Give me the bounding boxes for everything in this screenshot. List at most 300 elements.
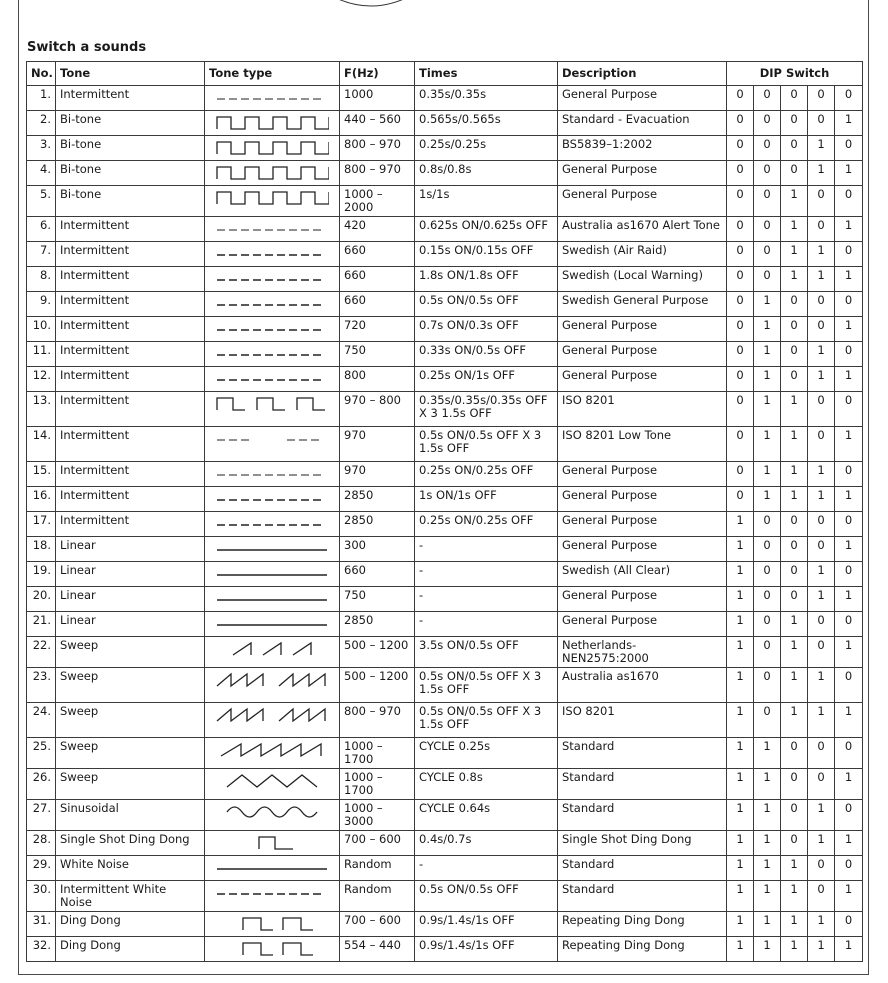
- dip-switch-bit: 0: [754, 136, 781, 161]
- dip-switch-bit: 1: [835, 587, 863, 612]
- header-description: Description: [558, 62, 727, 86]
- row-tone: Linear: [56, 587, 205, 612]
- dip-switch-bit: 1: [808, 367, 835, 392]
- dip-switch-bit: 1: [781, 186, 808, 217]
- dip-switch-bit: 1: [835, 637, 863, 668]
- row-times: 0.625s ON/0.625s OFF: [415, 217, 558, 242]
- table-row: [27, 462, 863, 487]
- dip-switch-bit: 1: [781, 427, 808, 462]
- dip-switch-bit: 1: [835, 703, 863, 738]
- dip-switch-bit: 1: [754, 769, 781, 800]
- dip-switch-bit: 0: [781, 512, 808, 537]
- dip-switch-bit: 0: [727, 242, 754, 267]
- dip-switch-bit: 1: [808, 487, 835, 512]
- row-number: 4.: [27, 161, 56, 186]
- dip-switch-bit: 0: [727, 427, 754, 462]
- dip-switch-bit: 0: [808, 292, 835, 317]
- tone-waveform-icon: [205, 537, 340, 562]
- dip-switch-bit: 1: [835, 487, 863, 512]
- dip-switch-bit: 1: [835, 367, 863, 392]
- tone-waveform-icon: [205, 111, 340, 136]
- row-times: 0.4s/0.7s: [415, 831, 558, 856]
- dip-switch-bit: 0: [835, 856, 863, 881]
- row-tone: Sweep: [56, 637, 205, 668]
- tone-waveform-icon: [205, 800, 340, 831]
- row-frequency: 300: [340, 537, 415, 562]
- header-tone-type: Tone type: [205, 62, 340, 86]
- row-frequency: 440 – 560: [340, 111, 415, 136]
- row-description: General Purpose: [558, 161, 727, 186]
- row-number: 12.: [27, 367, 56, 392]
- dip-switch-bit: 0: [727, 462, 754, 487]
- dip-switch-bit: 0: [808, 86, 835, 111]
- dip-switch-bit: 0: [808, 537, 835, 562]
- dip-switch-bit: 1: [808, 937, 835, 962]
- dip-switch-bit: 0: [835, 292, 863, 317]
- dip-switch-bit: 1: [754, 856, 781, 881]
- dip-switch-bit: 1: [781, 267, 808, 292]
- row-times: 0.5s ON/0.5s OFF: [415, 881, 558, 912]
- tone-waveform-icon: [205, 562, 340, 587]
- sounds-table: [26, 61, 863, 962]
- row-description: Australia as1670: [558, 668, 727, 703]
- row-tone: Intermittent: [56, 427, 205, 462]
- tone-waveform-icon: [205, 136, 340, 161]
- tone-waveform-icon: [205, 487, 340, 512]
- dip-switch-bit: 1: [754, 738, 781, 769]
- dip-switch-bit: 0: [781, 831, 808, 856]
- dip-switch-bit: 1: [835, 267, 863, 292]
- table-row: [27, 86, 863, 111]
- row-frequency: 660: [340, 242, 415, 267]
- dip-switch-bit: 0: [727, 136, 754, 161]
- dip-switch-bit: 0: [727, 487, 754, 512]
- table-row: [27, 161, 863, 186]
- table-row: [27, 937, 863, 962]
- row-frequency: 970 – 800: [340, 392, 415, 427]
- tone-waveform-icon: [205, 292, 340, 317]
- row-description: Repeating Ding Dong: [558, 912, 727, 937]
- dip-switch-bit: 1: [835, 317, 863, 342]
- dip-switch-bit: 0: [754, 512, 781, 537]
- dip-switch-bit: 1: [754, 342, 781, 367]
- row-number: 32.: [27, 937, 56, 962]
- tone-waveform-icon: [205, 587, 340, 612]
- dip-switch-bit: 0: [781, 342, 808, 367]
- tone-waveform-icon: [205, 267, 340, 292]
- row-tone: Intermittent: [56, 342, 205, 367]
- row-times: 1s/1s: [415, 186, 558, 217]
- dip-switch-bit: 0: [808, 637, 835, 668]
- row-times: 1s ON/1s OFF: [415, 487, 558, 512]
- dip-switch-bit: 1: [808, 161, 835, 186]
- dip-switch-bit: 0: [835, 342, 863, 367]
- table-row: [27, 612, 863, 637]
- dip-switch-bit: 1: [808, 703, 835, 738]
- dip-switch-bit: 1: [835, 161, 863, 186]
- tone-waveform-icon: [205, 738, 340, 769]
- row-times: CYCLE 0.25s: [415, 738, 558, 769]
- row-tone: Sweep: [56, 769, 205, 800]
- row-description: Standard: [558, 800, 727, 831]
- dip-switch-bit: 1: [835, 769, 863, 800]
- row-number: 14.: [27, 427, 56, 462]
- table-row: [27, 587, 863, 612]
- row-description: General Purpose: [558, 512, 727, 537]
- table-row: [27, 367, 863, 392]
- table-row: [27, 562, 863, 587]
- row-times: -: [415, 856, 558, 881]
- row-tone: Intermittent: [56, 317, 205, 342]
- row-frequency: Random: [340, 856, 415, 881]
- row-description: Swedish (Local Warning): [558, 267, 727, 292]
- row-frequency: 800 – 970: [340, 136, 415, 161]
- row-frequency: 1000 – 1700: [340, 769, 415, 800]
- table-row: [27, 111, 863, 136]
- dip-switch-bit: 1: [754, 462, 781, 487]
- dip-switch-bit: 1: [754, 800, 781, 831]
- row-times: 0.25s ON/0.25s OFF: [415, 512, 558, 537]
- tone-waveform-icon: [205, 937, 340, 962]
- dip-switch-bit: 1: [754, 912, 781, 937]
- row-description: General Purpose: [558, 86, 727, 111]
- dip-switch-bit: 0: [754, 587, 781, 612]
- dip-switch-bit: 1: [727, 769, 754, 800]
- dip-switch-bit: 0: [808, 186, 835, 217]
- dip-switch-bit: 1: [808, 912, 835, 937]
- row-times: 0.9s/1.4s/1s OFF: [415, 912, 558, 937]
- dip-switch-bit: 0: [808, 111, 835, 136]
- dip-switch-bit: 0: [781, 800, 808, 831]
- row-times: 0.565s/0.565s: [415, 111, 558, 136]
- dip-switch-bit: 1: [781, 856, 808, 881]
- header-no: No.: [27, 62, 56, 86]
- row-times: 0.33s ON/0.5s OFF: [415, 342, 558, 367]
- row-times: 0.9s/1.4s/1s OFF: [415, 937, 558, 962]
- dip-switch-bit: 1: [727, 637, 754, 668]
- row-tone: Intermittent: [56, 267, 205, 292]
- row-description: Standard: [558, 769, 727, 800]
- row-number: 8.: [27, 267, 56, 292]
- dip-switch-bit: 1: [781, 937, 808, 962]
- dip-switch-bit: 1: [835, 881, 863, 912]
- dip-switch-bit: 1: [781, 462, 808, 487]
- row-frequency: 1000 – 3000: [340, 800, 415, 831]
- dip-switch-bit: 0: [781, 537, 808, 562]
- dip-switch-bit: 0: [727, 111, 754, 136]
- row-description: Australia as1670 Alert Tone: [558, 217, 727, 242]
- tone-waveform-icon: [205, 912, 340, 937]
- dip-switch-bit: 0: [835, 800, 863, 831]
- tone-waveform-icon: [205, 512, 340, 537]
- dip-switch-bit: 0: [754, 186, 781, 217]
- table-row: [27, 738, 863, 769]
- tone-waveform-icon: [205, 217, 340, 242]
- row-description: Single Shot Ding Dong: [558, 831, 727, 856]
- dip-switch-bit: 0: [781, 161, 808, 186]
- row-description: ISO 8201: [558, 392, 727, 427]
- row-tone: Intermittent: [56, 462, 205, 487]
- dip-switch-bit: 0: [835, 912, 863, 937]
- row-frequency: 660: [340, 562, 415, 587]
- table-row: [27, 769, 863, 800]
- row-frequency: 750: [340, 342, 415, 367]
- row-frequency: 750: [340, 587, 415, 612]
- dip-switch-bit: 0: [754, 537, 781, 562]
- row-frequency: 700 – 600: [340, 912, 415, 937]
- tone-waveform-icon: [205, 668, 340, 703]
- dip-switch-bit: 0: [808, 856, 835, 881]
- row-tone: Linear: [56, 612, 205, 637]
- row-times: 0.15s ON/0.15s OFF: [415, 242, 558, 267]
- row-number: 15.: [27, 462, 56, 487]
- dip-switch-bit: 0: [754, 111, 781, 136]
- dip-switch-bit: 1: [727, 562, 754, 587]
- row-number: 21.: [27, 612, 56, 637]
- row-description: General Purpose: [558, 342, 727, 367]
- row-frequency: 554 – 440: [340, 937, 415, 962]
- table-row: [27, 537, 863, 562]
- row-number: 10.: [27, 317, 56, 342]
- dip-switch-bit: 0: [835, 738, 863, 769]
- dip-switch-bit: 0: [835, 392, 863, 427]
- row-number: 19.: [27, 562, 56, 587]
- row-times: 0.25s/0.25s: [415, 136, 558, 161]
- table-row: [27, 856, 863, 881]
- table-row: [27, 292, 863, 317]
- row-times: 0.25s ON/1s OFF: [415, 367, 558, 392]
- table-row: [27, 831, 863, 856]
- row-description: General Purpose: [558, 587, 727, 612]
- row-times: -: [415, 562, 558, 587]
- dip-switch-bit: 1: [835, 831, 863, 856]
- row-number: 1.: [27, 86, 56, 111]
- dip-switch-bit: 0: [727, 217, 754, 242]
- row-number: 3.: [27, 136, 56, 161]
- row-times: -: [415, 537, 558, 562]
- dip-switch-bit: 1: [727, 831, 754, 856]
- dip-switch-bit: 0: [835, 668, 863, 703]
- dip-switch-bit: 0: [727, 392, 754, 427]
- table-row: [27, 217, 863, 242]
- dip-switch-bit: 0: [808, 317, 835, 342]
- header-times: Times: [415, 62, 558, 86]
- row-frequency: 800 – 970: [340, 703, 415, 738]
- dip-switch-bit: 0: [754, 242, 781, 267]
- table-row: [27, 242, 863, 267]
- row-tone: Bi-tone: [56, 136, 205, 161]
- row-number: 9.: [27, 292, 56, 317]
- row-times: 0.8s/0.8s: [415, 161, 558, 186]
- row-frequency: 2850: [340, 512, 415, 537]
- dip-switch-bit: 1: [781, 392, 808, 427]
- dip-switch-bit: 0: [727, 342, 754, 367]
- row-number: 30.: [27, 881, 56, 912]
- row-tone: Intermittent: [56, 392, 205, 427]
- row-tone: Bi-tone: [56, 186, 205, 217]
- table-row: [27, 487, 863, 512]
- dip-switch-bit: 0: [754, 217, 781, 242]
- dip-switch-bit: 0: [808, 612, 835, 637]
- dip-switch-bit: 1: [808, 342, 835, 367]
- table-row: [27, 136, 863, 161]
- row-description: ISO 8201: [558, 703, 727, 738]
- dip-switch-bit: 0: [781, 111, 808, 136]
- row-tone: Sinusoidal: [56, 800, 205, 831]
- dip-switch-bit: 0: [781, 86, 808, 111]
- dip-switch-bit: 0: [754, 267, 781, 292]
- tone-waveform-icon: [205, 86, 340, 111]
- table-row: [27, 342, 863, 367]
- row-frequency: 1000 – 1700: [340, 738, 415, 769]
- dip-switch-bit: 0: [754, 562, 781, 587]
- dip-switch-bit: 1: [781, 912, 808, 937]
- tone-waveform-icon: [205, 161, 340, 186]
- row-number: 2.: [27, 111, 56, 136]
- row-tone: Intermittent: [56, 512, 205, 537]
- row-frequency: 2850: [340, 612, 415, 637]
- dip-switch-bit: 1: [781, 242, 808, 267]
- dip-switch-bit: 0: [754, 612, 781, 637]
- row-times: CYCLE 0.64s: [415, 800, 558, 831]
- dip-switch-bit: 0: [835, 612, 863, 637]
- row-frequency: 420: [340, 217, 415, 242]
- row-number: 20.: [27, 587, 56, 612]
- table-row: [27, 427, 863, 462]
- dip-switch-bit: 1: [835, 427, 863, 462]
- row-frequency: 1000 – 2000: [340, 186, 415, 217]
- table-row: [27, 881, 863, 912]
- dip-switch-bit: 0: [781, 562, 808, 587]
- dip-switch-bit: 0: [781, 587, 808, 612]
- dip-switch-bit: 1: [835, 111, 863, 136]
- row-tone: Sweep: [56, 738, 205, 769]
- tone-waveform-icon: [205, 881, 340, 912]
- dip-switch-bit: 1: [781, 217, 808, 242]
- dip-switch-bit: 0: [754, 703, 781, 738]
- dip-switch-bit: 0: [835, 186, 863, 217]
- row-frequency: 720: [340, 317, 415, 342]
- header-frequency: F(Hz): [340, 62, 415, 86]
- tone-waveform-icon: [205, 342, 340, 367]
- dip-switch-bit: 1: [808, 587, 835, 612]
- dip-switch-bit: 0: [835, 242, 863, 267]
- row-tone: Intermittent: [56, 487, 205, 512]
- table-row: [27, 800, 863, 831]
- table-row: [27, 912, 863, 937]
- dip-switch-bit: 0: [727, 267, 754, 292]
- dip-switch-bit: 0: [808, 392, 835, 427]
- dip-switch-bit: 1: [754, 392, 781, 427]
- dip-switch-bit: 1: [781, 703, 808, 738]
- dip-switch-bit: 1: [727, 937, 754, 962]
- table-row: [27, 267, 863, 292]
- dip-switch-bit: 0: [727, 161, 754, 186]
- row-description: Repeating Ding Dong: [558, 937, 727, 962]
- row-frequency: 500 – 1200: [340, 637, 415, 668]
- row-frequency: 500 – 1200: [340, 668, 415, 703]
- tone-waveform-icon: [205, 637, 340, 668]
- row-frequency: 1000: [340, 86, 415, 111]
- dip-switch-bit: 0: [754, 668, 781, 703]
- dip-switch-bit: 1: [727, 587, 754, 612]
- row-times: 0.5s ON/0.5s OFF: [415, 292, 558, 317]
- dip-switch-bit: 1: [727, 512, 754, 537]
- row-tone: Bi-tone: [56, 111, 205, 136]
- dip-switch-bit: 1: [808, 668, 835, 703]
- tone-waveform-icon: [205, 831, 340, 856]
- dip-switch-bit: 1: [727, 738, 754, 769]
- dip-switch-bit: 1: [727, 881, 754, 912]
- row-times: 0.35s/0.35s: [415, 86, 558, 111]
- row-description: Swedish (All Clear): [558, 562, 727, 587]
- row-frequency: 660: [340, 267, 415, 292]
- row-description: Standard - Evacuation: [558, 111, 727, 136]
- dip-switch-bit: 1: [835, 937, 863, 962]
- row-number: 11.: [27, 342, 56, 367]
- dip-switch-bit: 1: [754, 937, 781, 962]
- dip-switch-bit: 1: [754, 367, 781, 392]
- row-tone: Bi-tone: [56, 161, 205, 186]
- dip-switch-bit: 0: [808, 738, 835, 769]
- table-header-row: [27, 62, 863, 86]
- tone-waveform-icon: [205, 856, 340, 881]
- row-times: 0.25s ON/0.25s OFF: [415, 462, 558, 487]
- dip-switch-bit: 1: [808, 462, 835, 487]
- row-number: 25.: [27, 738, 56, 769]
- row-tone: Intermittent White Noise: [56, 881, 205, 912]
- row-number: 7.: [27, 242, 56, 267]
- row-number: 16.: [27, 487, 56, 512]
- row-tone: Ding Dong: [56, 912, 205, 937]
- dip-switch-bit: 0: [727, 367, 754, 392]
- row-number: 6.: [27, 217, 56, 242]
- tone-waveform-icon: [205, 367, 340, 392]
- dip-switch-bit: 0: [808, 769, 835, 800]
- tone-waveform-icon: [205, 769, 340, 800]
- table-row: [27, 512, 863, 537]
- dip-switch-bit: 1: [781, 487, 808, 512]
- row-times: 0.5s ON/0.5s OFF X 3 1.5s OFF: [415, 427, 558, 462]
- dip-switch-bit: 1: [727, 856, 754, 881]
- header-dip-switch: DIP Switch: [727, 62, 863, 86]
- tone-waveform-icon: [205, 427, 340, 462]
- dip-switch-bit: 1: [808, 136, 835, 161]
- dip-switch-bit: 1: [727, 612, 754, 637]
- row-description: General Purpose: [558, 367, 727, 392]
- row-description: BS5839–1:2002: [558, 136, 727, 161]
- row-times: 3.5s ON/0.5s OFF: [415, 637, 558, 668]
- row-frequency: 660: [340, 292, 415, 317]
- row-tone: Linear: [56, 537, 205, 562]
- row-frequency: 970: [340, 427, 415, 462]
- row-tone: Sweep: [56, 668, 205, 703]
- row-number: 29.: [27, 856, 56, 881]
- row-tone: Sweep: [56, 703, 205, 738]
- row-description: General Purpose: [558, 186, 727, 217]
- row-number: 28.: [27, 831, 56, 856]
- row-description: General Purpose: [558, 487, 727, 512]
- table-row: [27, 703, 863, 738]
- dip-switch-bit: 0: [808, 512, 835, 537]
- dip-switch-bit: 1: [835, 217, 863, 242]
- row-tone: White Noise: [56, 856, 205, 881]
- dip-switch-bit: 0: [808, 427, 835, 462]
- row-tone: Intermittent: [56, 242, 205, 267]
- dip-switch-bit: 1: [754, 831, 781, 856]
- dip-switch-bit: 0: [835, 86, 863, 111]
- row-description: Swedish (Air Raid): [558, 242, 727, 267]
